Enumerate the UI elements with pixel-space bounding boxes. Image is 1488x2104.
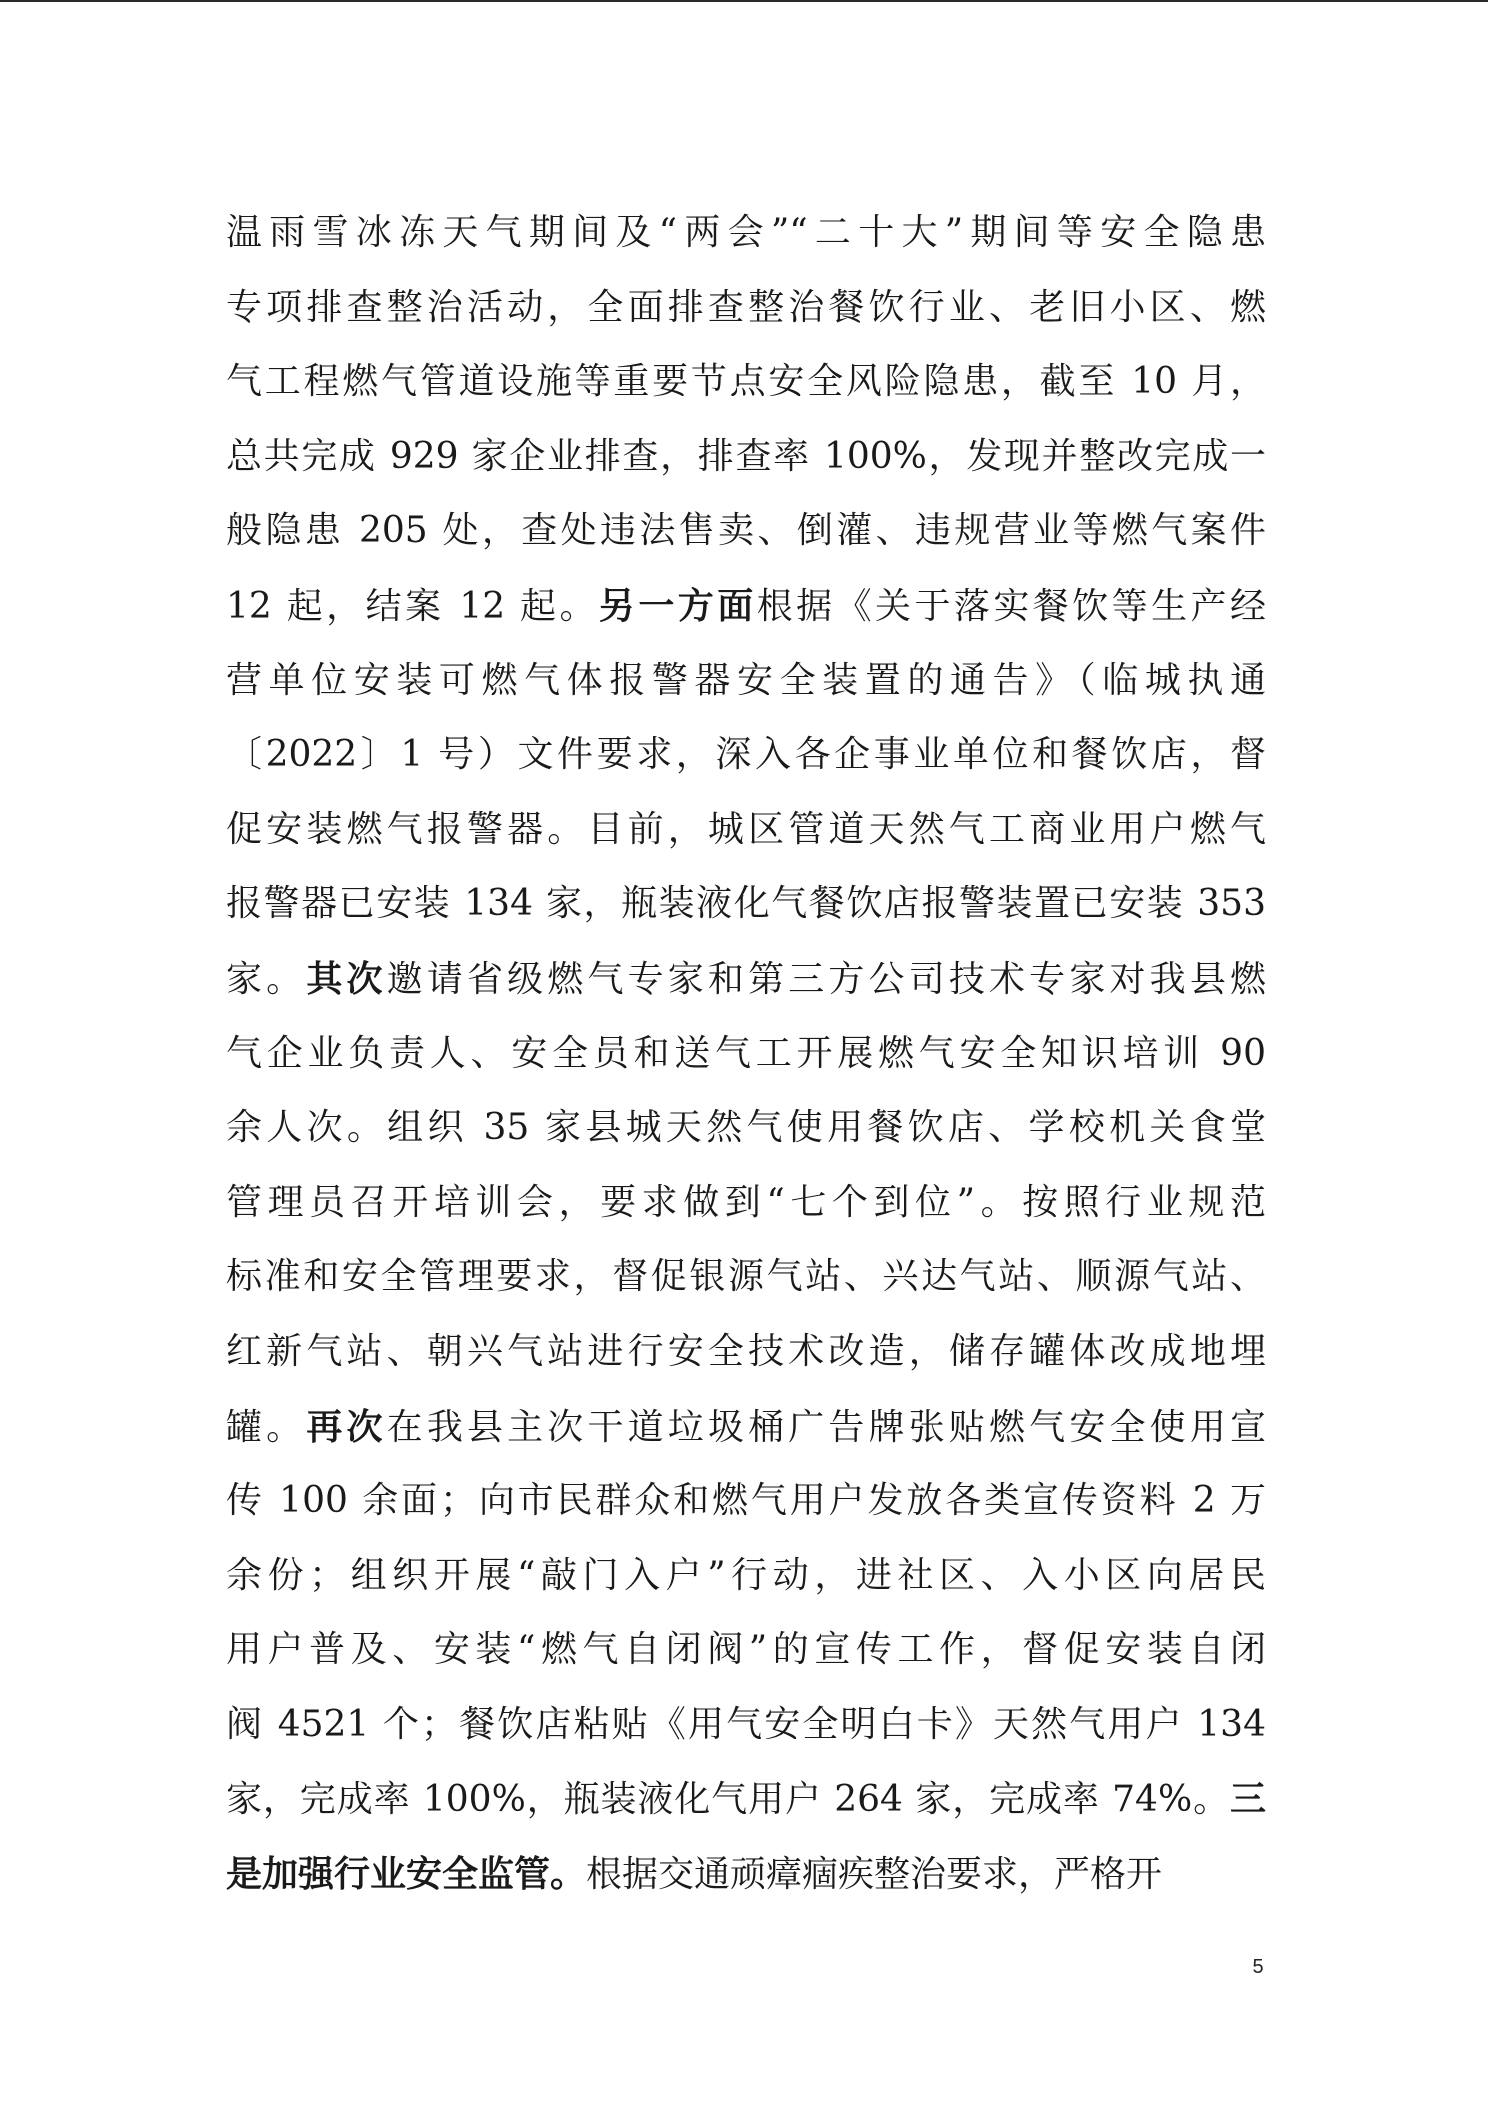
text-line <box>226 271 1266 346</box>
body-text: 温雨雪冰冻天气期间及“两会”“二十大”期间等安全隐患 <box>226 212 1266 253</box>
text-line <box>226 1539 1266 1614</box>
text-line <box>226 942 1266 1017</box>
body-text: 根据交通顽瘴痼疾整治要求，严格开 <box>586 1854 1163 1896</box>
body-text: 传 100 余面；向市民群众和燃气用户发放各类宣传资料 2 万 <box>226 1480 1266 1522</box>
body-text: 阀 4521 个；餐饮店粘贴《用气安全明白卡》天然气用户 134 <box>226 1703 1266 1745</box>
body-text: 气工程燃气管道设施等重要节点安全风险隐患，截至 10 月， <box>226 361 1266 403</box>
text-line <box>226 1464 1266 1539</box>
body-text: 报警器已安装 134 家，瓶装液化气餐饮店报警装置已安装 353 <box>226 883 1266 925</box>
body-text: 标准和安全管理要求，督促银源气站、兴达气站、顺源气站、 <box>226 1256 1266 1298</box>
document-body <box>226 196 1266 1912</box>
body-text: 总共完成 929 家企业排查，排查率 100%，发现并整改完成一 <box>226 435 1266 477</box>
body-text: 余份；组织开展“敲门入户”行动，进社区、入小区向居民 <box>226 1554 1266 1596</box>
body-text: 〔2022〕1 号）文件要求，深入各企事业单位和餐饮店，督 <box>226 734 1266 776</box>
text-line <box>226 793 1266 868</box>
body-text: 家。 <box>226 958 307 1000</box>
text-line <box>226 420 1266 495</box>
text-line <box>226 644 1266 719</box>
bold-heading-text: 三 <box>1229 1778 1266 1821</box>
text-line <box>226 1762 1266 1837</box>
body-text: 气企业负责人、安全员和送气工开展燃气安全知识培训 90 <box>226 1032 1266 1074</box>
body-text: 般隐患 205 处，查处违法售卖、倒灌、违规营业等燃气案件 <box>226 510 1266 552</box>
body-text: 家，完成率 100%，瓶装液化气用户 264 家，完成率 74%。 <box>226 1779 1230 1821</box>
text-line <box>226 494 1266 569</box>
text-line <box>226 1688 1266 1763</box>
body-text: 罐。 <box>226 1406 307 1448</box>
text-line <box>226 1315 1266 1390</box>
text-line <box>226 1166 1266 1241</box>
text-line <box>226 1613 1266 1688</box>
body-text: 专项排查整治活动，全面排查整治餐饮行业、老旧小区、燃 <box>226 286 1266 328</box>
text-line <box>226 569 1266 644</box>
body-text: 用户普及、安装“燃气自闭阀”的宣传工作，督促安装自闭 <box>226 1629 1266 1671</box>
text-line <box>226 867 1266 942</box>
text-line <box>226 345 1266 420</box>
page-top-border <box>0 0 1488 2</box>
body-text: 在我县主次干道垃圾桶广告牌张贴燃气安全使用宣 <box>386 1406 1266 1448</box>
body-text: 红新气站、朝兴气站进行安全技术改造，储存罐体改成地埋 <box>226 1330 1266 1372</box>
page-number: 5 <box>1252 1956 1264 1978</box>
text-line <box>226 1240 1266 1315</box>
bold-heading-text: 其次 <box>306 957 387 1000</box>
body-text: 邀请省级燃气专家和第三方公司技术专家对我县燃 <box>386 958 1266 1000</box>
body-text: 根据《关于落实餐饮等生产经 <box>756 585 1266 627</box>
text-line <box>226 196 1266 271</box>
text-line <box>226 1091 1266 1166</box>
text-line <box>226 1390 1266 1465</box>
text-line <box>226 1837 1266 1912</box>
bold-heading-text: 另一方面 <box>598 584 757 627</box>
bold-heading-text: 再次 <box>306 1405 387 1448</box>
body-text: 12 起，结案 12 起。 <box>226 585 599 627</box>
body-text: 营单位安装可燃气体报警器安全装置的通告》（临城执通 <box>226 659 1266 701</box>
body-text: 促安装燃气报警器。目前，城区管道天然气工商业用户燃气 <box>226 808 1266 850</box>
text-line <box>226 1017 1266 1092</box>
body-text: 管理员召开培训会，要求做到“七个到位”。按照行业规范 <box>226 1181 1266 1223</box>
text-line <box>226 718 1266 793</box>
bold-heading-text: 是加强行业安全监管。 <box>226 1853 587 1896</box>
body-text: 余人次。组织 35 家县城天然气使用餐饮店、学校机关食堂 <box>226 1107 1266 1149</box>
